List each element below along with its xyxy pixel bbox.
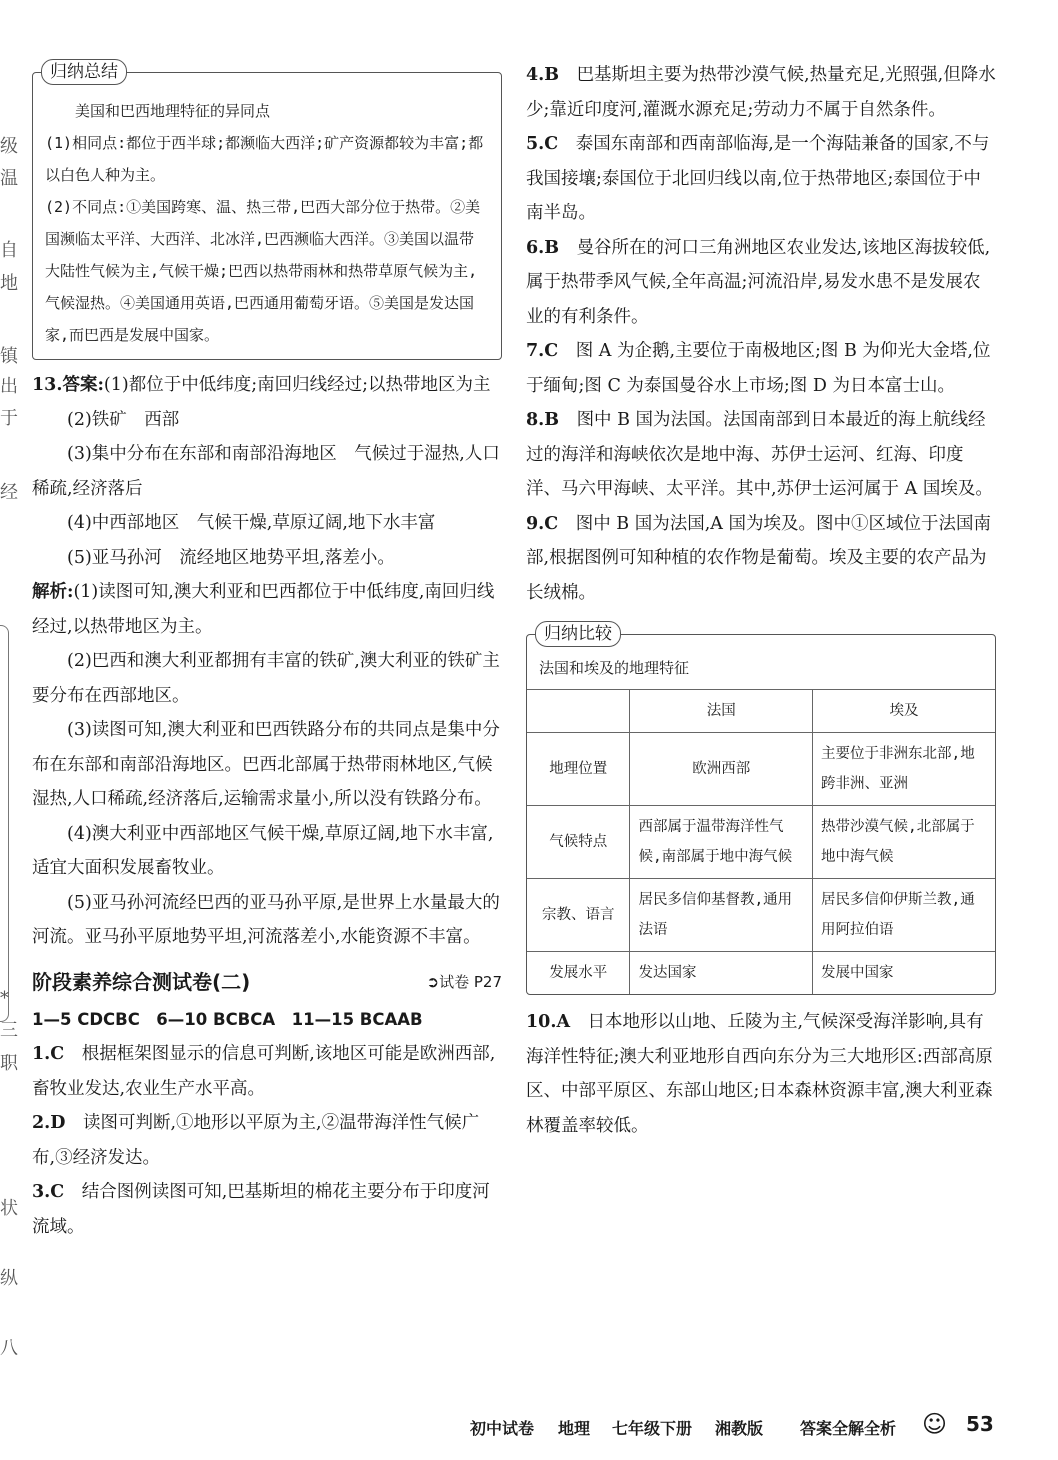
table-cell: 西部属于温带海洋性气候,南部属于地中海气候 [630, 806, 813, 879]
edge-char: 自 [0, 240, 18, 261]
q5-text: 泰国东南部和西南部临海,是一个海陆兼备的国家,不与我国接壤;泰国位于北回归线以南,位于热带地区;泰国位于中南半岛。 [526, 134, 990, 223]
q13-analysis-4: (4)澳大利亚中西部地区气候干燥,草原辽阔,地下水丰富,适宜大面积发展畜牧业。 [32, 823, 494, 878]
table-header-cell [527, 690, 630, 733]
table-cell: 主要位于非洲东北部,地跨非洲、亚洲 [812, 733, 995, 806]
q6-text: 曼谷所在的河口三角洲地区农业发达,该地区海拔较低,属于热带季风气候,全年高温;河流沿岸,易发水患不是发展农业的有利条件。 [526, 237, 991, 327]
edge-char: 纵 [0, 1268, 18, 1289]
q10-num: 10.A [526, 1012, 571, 1032]
summary-title: 美国和巴西地理特征的异同点 [75, 102, 271, 120]
compare-box-label: 归纳比较 [535, 621, 621, 647]
edge-char: 地 [0, 273, 18, 294]
footer-series: 初中试卷 [470, 1419, 535, 1438]
question-7 [526, 334, 996, 403]
q13-analysis-2: (2)巴西和澳大利亚都拥有丰富的铁矿,澳大利亚的铁矿主要分布在西部地区。 [32, 651, 500, 706]
question-8 [526, 403, 996, 507]
q13-answer-4: (4)中西部地区 气候干燥,草原辽阔,地下水丰富 [67, 513, 436, 533]
table-row [527, 952, 995, 995]
question-2 [32, 1106, 502, 1175]
table-cell-label: 宗教、语言 [527, 879, 630, 952]
q1-num: 1.C [32, 1044, 65, 1064]
right-column [526, 58, 996, 1143]
q9-num: 9.C [526, 513, 559, 534]
table-row [527, 806, 995, 879]
q13-label: 13.答案: [32, 375, 104, 395]
compare-table [527, 690, 995, 994]
table-cell-label: 发展水平 [527, 952, 630, 995]
section-title-text: 阶段素养综合测试卷(二) [32, 969, 251, 994]
mascot-icon: ☺ [922, 1410, 948, 1438]
q3-text: 结合图例读图可知,巴基斯坦的棉花主要分布于印度河流域。 [32, 1182, 490, 1237]
edge-char: 镇 [0, 346, 18, 367]
edge-char: 于 [0, 408, 18, 429]
q4-text: 巴基斯坦主要为热带沙漠气候,热量充足,光照强,但降水少;靠近印度河,灌溉水源充足;劳动力不属于自然条件。 [526, 65, 996, 120]
edge-char: 职 [0, 1053, 18, 1074]
q4-num: 4.B [526, 65, 560, 85]
q6-num: 6.B [526, 237, 560, 258]
q13-ana1-text: (1)读图可知,澳大利亚和巴西都位于中低纬度,南回归线经过,以热带地区为主。 [32, 582, 495, 637]
footer-edition: 湘教版 [715, 1419, 764, 1438]
table-header-cell: 法国 [630, 690, 813, 733]
compare-table-wrap [527, 690, 995, 994]
edge-char: 经 [0, 482, 18, 503]
left-edge-fragments [0, 60, 18, 1400]
table-cell: 发达国家 [630, 952, 813, 995]
summary-box-label: 归纳总结 [41, 59, 127, 85]
q1-text: 根据框架图显示的信息可判断,该地区可能是欧洲西部,畜牧业发达,农业生产水平高。 [32, 1044, 496, 1099]
table-cell: 居民多信仰基督教,通用法语 [630, 879, 813, 952]
q13-analysis-1 [32, 575, 502, 644]
question-1 [32, 1037, 502, 1106]
question-13 [32, 368, 502, 955]
table-cell: 欧洲西部 [630, 733, 813, 806]
section-page-ref[interactable]: ➲试卷 P27 [426, 972, 502, 991]
section-title [32, 965, 502, 999]
footer-subject: 地理 [558, 1419, 591, 1438]
edge-bracket [0, 625, 9, 1022]
question-10 [526, 1005, 996, 1143]
question-4 [526, 58, 996, 127]
q8-text: 图中 B 国为法国。法国南部到日本最近的海上航线经过的海洋和海峡依次是地中海、苏伊士运河、红海、印度洋、马六甲海峡、太平洋。其中,苏伊士运河属于 A 国埃及。 [526, 410, 993, 499]
table-row [527, 733, 995, 806]
summary-para-different: (2)不同点:①美国跨寒、温、热三带,巴西大部分位于热带。②美国濒临太平洋、大西洋、北冰洋,巴西濒临大西洋。③美国以温带大陆性气候为主,气候干燥;巴西以热带雨林和热带草原气候为主,气候湿热。④美国通用英语,巴西通用葡萄牙语。⑤美国是发达国家,而巴西是发展中国家。 [45, 198, 481, 344]
question-3 [32, 1175, 502, 1244]
choice-answers: 1—5 CDCBC 6—10 BCBCA 11—15 BCAAB [32, 1009, 423, 1029]
page-number: 53 [966, 1412, 994, 1436]
q10-text: 日本地形以山地、丘陵为主,气候深受海洋影响,具有海洋性特征;澳大利亚地形自西向东分为三大地形区:西部高原区、中部平原区、东部山地区;日本森林资源丰富,澳大利亚森林覆盖率较低。 [526, 1012, 993, 1136]
edge-char: 三 [0, 1020, 18, 1041]
edge-char: * [0, 988, 9, 1009]
table-row [527, 879, 995, 952]
table-header-cell: 埃及 [812, 690, 995, 733]
q2-text: 读图可判断,①地形以平原为主,②温带海洋性气候广布,③经济发达。 [32, 1113, 480, 1168]
q13-a1-text: (1)都位于中低纬度;南回归线经过;以热带地区为主 [103, 375, 491, 395]
edge-char: 八 [0, 1338, 18, 1359]
q7-num: 7.C [526, 341, 559, 361]
q8-num: 8.B [526, 410, 560, 430]
q13-answer-1 [32, 368, 502, 403]
q13-analysis-3: (3)读图可知,澳大利亚和巴西铁路分布的共同点是集中分布在东部和南部沿海地区。巴西北部属于热带雨林地区,气候湿热,人口稀疏,经济落后,运输需求量小,所以没有铁路分布。 [32, 720, 500, 809]
q5-num: 5.C [526, 134, 559, 154]
edge-char: 出 [0, 376, 18, 397]
compare-box [526, 624, 996, 995]
q13-answer-2: (2)铁矿 西部 [67, 409, 180, 430]
summary-box [32, 62, 502, 360]
q7-text: 图 A 为企鹅,主要位于南极地区;图 B 为仰光大金塔,位于缅甸;图 C 为泰国曼谷水上市场;图 D 为日本富士山。 [526, 341, 991, 396]
table-cell-label: 地理位置 [527, 733, 630, 806]
edge-char: 级 [0, 136, 18, 157]
question-5 [526, 127, 996, 231]
table-cell: 热带沙漠气候,北部属于地中海气候 [812, 806, 995, 879]
table-cell: 发展中国家 [812, 952, 995, 995]
compare-table-caption: 法国和埃及的地理特征 [527, 653, 995, 690]
q2-num: 2.D [32, 1113, 66, 1133]
q13-answer-3: (3)集中分布在东部和南部沿海地区 气候过于湿热,人口稀疏,经济落后 [32, 444, 500, 499]
q13-analysis-label: 解析: [32, 582, 74, 602]
question-9 [526, 507, 996, 611]
left-column [32, 58, 502, 1244]
table-cell: 居民多信仰伊斯兰教,通用阿拉伯语 [812, 879, 995, 952]
table-header-row [527, 690, 995, 733]
footer-title: 答案全解全析 [800, 1419, 897, 1438]
page-footer [470, 1408, 1000, 1444]
q13-answer-5: (5)亚马孙河 流经地区地势平坦,落差小。 [67, 547, 395, 568]
table-cell-label: 气候特点 [527, 806, 630, 879]
q3-num: 3.C [32, 1182, 65, 1202]
summary-para-similar: (1)相同点:都位于西半球;都濒临大西洋;矿产资源都较为丰富;都以白色人种为主。 [45, 134, 484, 184]
edge-char: 温 [0, 168, 18, 189]
edge-char: 状 [0, 1198, 18, 1219]
q13-analysis-5: (5)亚马孙河流经巴西的亚马孙平原,是世界上水量最大的河流。亚马孙平原地势平坦,河流落差小,水能资源不丰富。 [32, 892, 500, 947]
footer-grade: 七年级下册 [612, 1419, 693, 1438]
question-6 [526, 231, 996, 335]
q9-text: 图中 B 国为法国,A 国为埃及。图中①区域位于法国南部,根据图例可知种植的农作物是葡萄。埃及主要的农产品为长绒棉。 [526, 513, 991, 603]
